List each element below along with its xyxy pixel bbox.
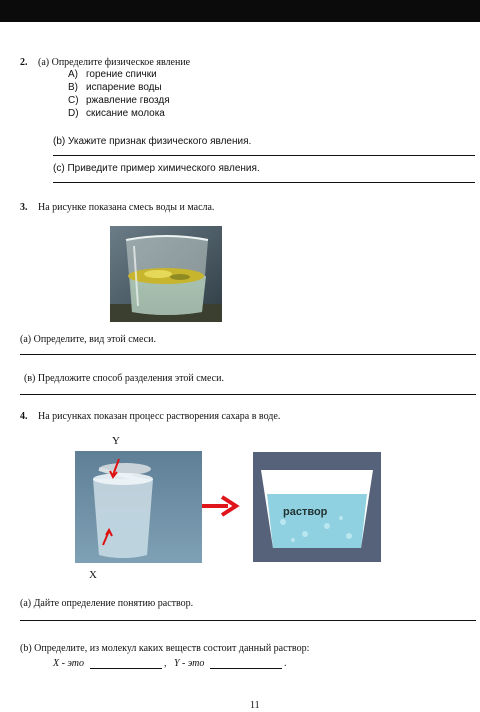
q4-number: 4. bbox=[20, 411, 28, 422]
glass-illustration bbox=[75, 451, 202, 563]
q4-intro: На рисунках показан процесс растворения сахара в воде. bbox=[38, 411, 281, 422]
q2-option-a-letter: A) bbox=[68, 69, 78, 80]
x-answer-comma: , bbox=[164, 658, 167, 669]
page-number: 11 bbox=[250, 700, 260, 711]
q2-option-c-text: ржавление гвоздя bbox=[86, 95, 170, 106]
beaker-illustration bbox=[110, 226, 222, 322]
q4-a-answer-line bbox=[20, 620, 476, 621]
q2-option-b-letter: B) bbox=[68, 82, 78, 93]
q3-intro: На рисунке показана смесь воды и масла. bbox=[38, 202, 215, 213]
q3-a-answer-line bbox=[20, 354, 476, 355]
q2-option-b-text: испарение воды bbox=[86, 82, 162, 93]
solution-label: раствор bbox=[283, 506, 328, 518]
sugar-dissolving-photo bbox=[75, 451, 202, 563]
y-answer-line bbox=[210, 668, 282, 669]
q3-b-answer-line bbox=[20, 394, 476, 395]
oil-water-beaker-photo bbox=[110, 226, 222, 322]
q2-a-prompt: (а) Определите физическое явление bbox=[38, 57, 191, 68]
q2-option-d-letter: D) bbox=[68, 108, 79, 119]
q2-b-prompt: (b) Укажите признак физического явления. bbox=[53, 136, 252, 147]
y-is-label: Y - это bbox=[174, 658, 205, 669]
q4-a-prompt: (а) Дайте определение понятию раствор. bbox=[20, 598, 194, 609]
q2-c-prompt: (c) Приведите пример химического явления. bbox=[53, 163, 260, 174]
q2-option-c-letter: C) bbox=[68, 95, 79, 106]
q2-number: 2. bbox=[20, 57, 28, 68]
top-dark-band bbox=[0, 0, 480, 22]
solution-diagram bbox=[253, 452, 381, 562]
q4-b-prompt: (b) Определите, из молекул каких веществ состоит данный раствор: bbox=[20, 643, 310, 654]
q2-c-answer-line bbox=[53, 182, 475, 183]
label-x: X bbox=[89, 569, 97, 581]
q2-option-d-text: скисание молока bbox=[86, 108, 165, 119]
q3-b-prompt: (в) Предложите способ разделения этой смеси. bbox=[24, 373, 224, 384]
x-is-label: X - это bbox=[53, 658, 84, 669]
q2-b-answer-line bbox=[53, 155, 475, 156]
y-answer-period: . bbox=[284, 658, 287, 669]
x-answer-line bbox=[90, 668, 162, 669]
red-arrow-icon bbox=[200, 494, 240, 518]
q2-option-a-text: горение спички bbox=[86, 69, 157, 80]
q3-number: 3. bbox=[20, 202, 28, 213]
q3-a-prompt: (а) Определите, вид этой смеси. bbox=[20, 334, 156, 345]
label-y: Y bbox=[112, 435, 120, 447]
